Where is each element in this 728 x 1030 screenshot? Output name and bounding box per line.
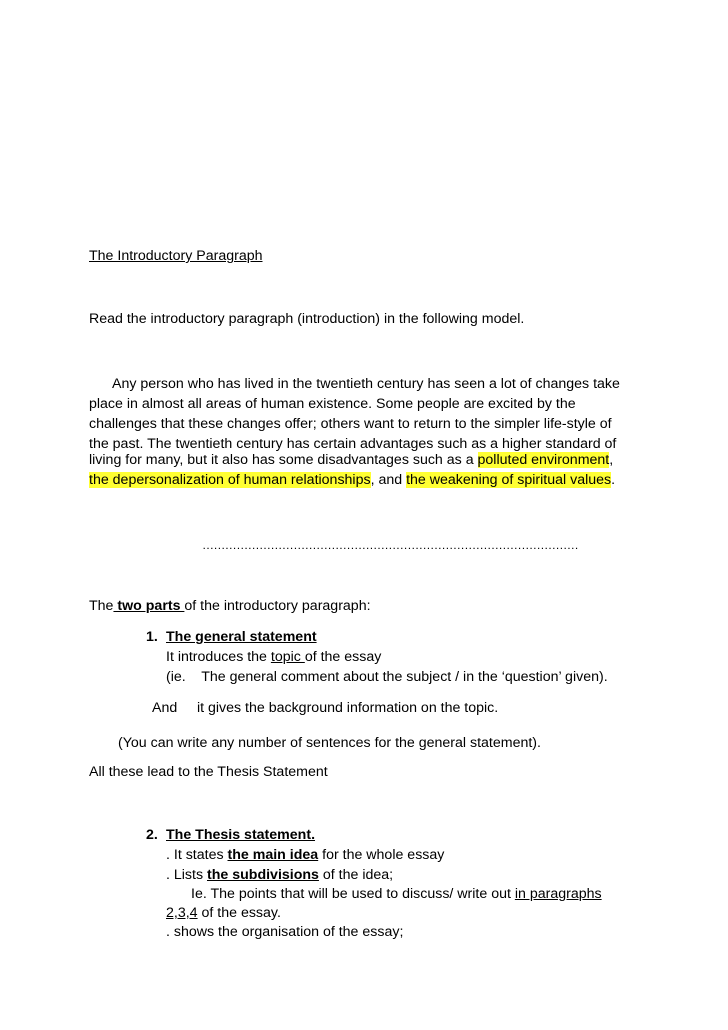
model-line: the past. The twentieth century has certain advantages such as a higher standard of xyxy=(89,436,617,452)
thesis-text: . Lists xyxy=(166,867,207,883)
general-statement-heading xyxy=(146,627,317,647)
model-line: place in almost all areas of human existence. Some people are excited by the xyxy=(89,396,576,412)
general-note: (You can write any number of sentences for the general statement). xyxy=(118,735,541,751)
thesis-statement-title: The Thesis statement. xyxy=(166,827,316,843)
model-text: . xyxy=(611,472,616,488)
highlighted-phrase: polluted environment xyxy=(477,452,610,468)
thesis-line xyxy=(191,884,602,904)
thesis-text: . It states xyxy=(166,847,228,863)
paragraph-numbers: 2,3,4 xyxy=(166,905,198,921)
thesis-text: for the whole essay xyxy=(318,847,445,863)
thesis-line xyxy=(166,865,393,885)
thesis-line xyxy=(166,845,444,865)
main-idea-emphasis: the main idea xyxy=(227,847,319,863)
model-text: , and xyxy=(370,472,407,488)
list-number: 2. xyxy=(146,827,158,843)
general-text: of the essay xyxy=(304,649,382,665)
heading-text: The xyxy=(89,598,114,614)
two-parts-heading xyxy=(89,596,371,616)
thesis-statement-heading xyxy=(146,825,315,845)
model-line: Any person who has lived in the twentieth century has seen a lot of changes take xyxy=(112,376,620,392)
model-line xyxy=(89,450,613,470)
model-text: living for many, but it also has some disadvantages such as a xyxy=(89,452,478,468)
dotted-separator: ……………………………………………………………………………………… xyxy=(202,538,579,552)
highlighted-phrase: the depersonalization of human relationships xyxy=(89,472,371,488)
thesis-line: . shows the organisation of the essay; xyxy=(166,924,404,940)
topic-underlined: topic xyxy=(270,649,305,665)
model-line xyxy=(89,470,615,490)
instruction-text: Read the introductory paragraph (introduction) in the following model. xyxy=(89,311,525,327)
thesis-text: of the idea; xyxy=(318,867,394,883)
general-statement-title: The general statement xyxy=(166,629,317,645)
lead-to-thesis: All these lead to the Thesis Statement xyxy=(89,764,328,780)
document-title: The Introductory Paragraph xyxy=(89,248,263,264)
thesis-text: of the essay. xyxy=(197,905,281,921)
subdivisions-emphasis: the subdivisions xyxy=(207,867,319,883)
general-line: And it gives the background information on the topic. xyxy=(152,700,499,716)
heading-text: of the introductory paragraph: xyxy=(184,598,371,614)
list-number: 1. xyxy=(146,629,158,645)
model-line: challenges that these changes offer; others want to return to the simpler life-style of xyxy=(89,416,612,432)
highlighted-phrase: the weakening of spiritual values xyxy=(406,472,612,488)
thesis-text: Ie. The points that will be used to discuss/ write out xyxy=(191,886,515,902)
general-line xyxy=(166,647,381,667)
thesis-line xyxy=(166,903,281,923)
model-text: , xyxy=(609,452,614,468)
paragraphs-underlined: in paragraphs xyxy=(514,886,602,902)
two-parts-emphasis: two parts xyxy=(113,598,185,614)
general-text: It introduces the xyxy=(166,649,271,665)
general-line: (ie. The general comment about the subject / in the ‘question’ given). xyxy=(166,669,608,685)
